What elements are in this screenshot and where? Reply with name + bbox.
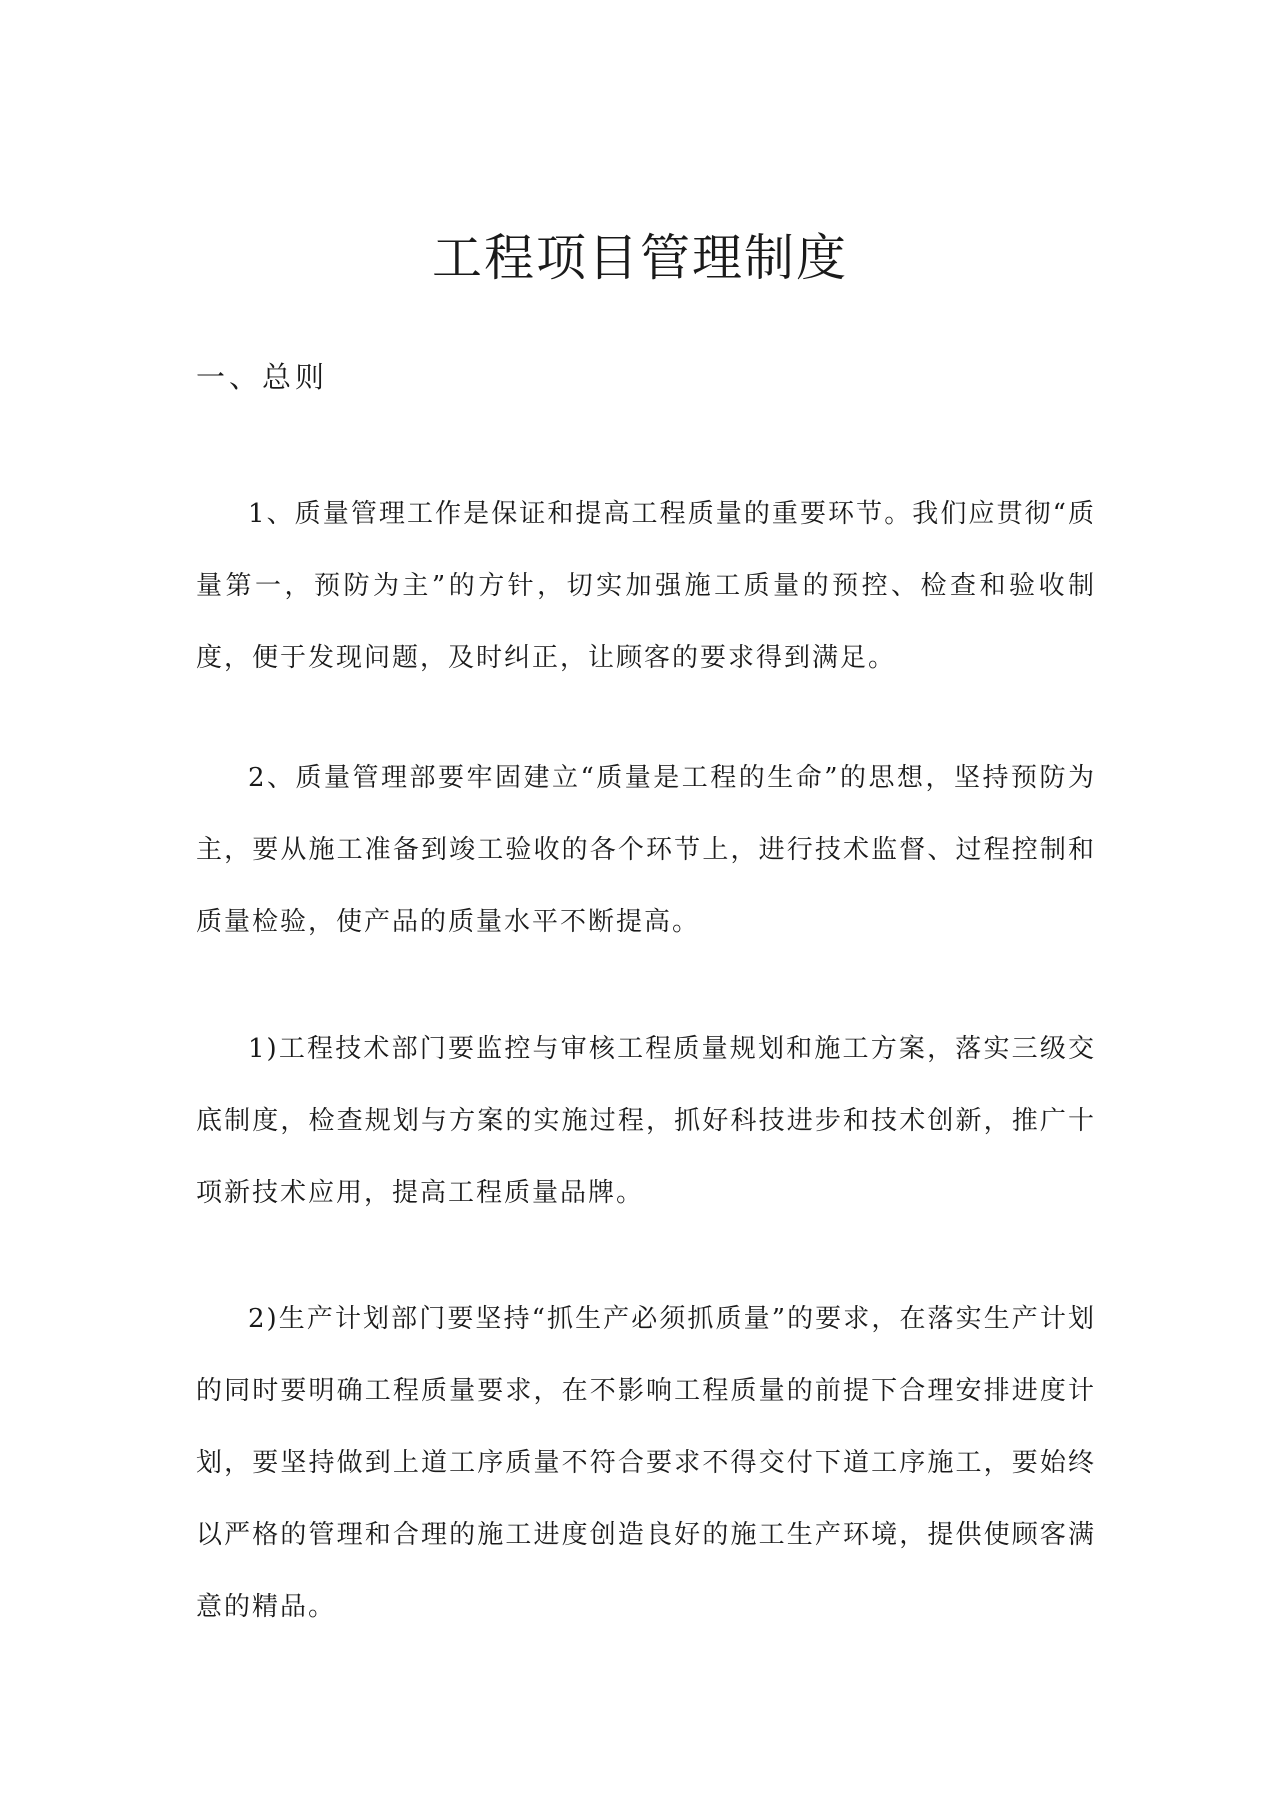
section-heading-general: 一、总则 [196,360,329,394]
paragraph-1: 1、质量管理工作是保证和提高工程质量的重要环节。我们应贯彻“质量第一，预防为主”的方针，切实加强施工质量的预控、检查和验收制度，便于发现问题，及时纠正，让顾客的要求得到满足。 [196,499,1096,673]
paragraph-2: 2、质量管理部要牢固建立“质量是工程的生命”的思想，坚持预防为主，要从施工准备到竣工验收的各个环节上，进行技术监督、过程控制和质量检验，使产品的质量水平不断提高。 [196,763,1096,937]
paragraph-3: 1)工程技术部门要监控与审核工程质量规划和施工方案，落实三级交底制度，检查规划与方案的实施过程，抓好科技进步和技术创新，推广十项新技术应用，提高工程质量品牌。 [196,1034,1096,1208]
document-title: 工程项目管理制度 [432,229,848,287]
paragraph-4: 2)生产计划部门要坚持“抓生产必须抓质量”的要求，在落实生产计划的同时要明确工程质量要求，在不影响工程质量的前提下合理安排进度计划，要坚持做到上道工序质量不符合要求不得交付下道工序施工，要始终以严格的管理和合理的施工进度创造良好的施工生产环境，提供使顾客满意的精品。 [196,1304,1096,1622]
